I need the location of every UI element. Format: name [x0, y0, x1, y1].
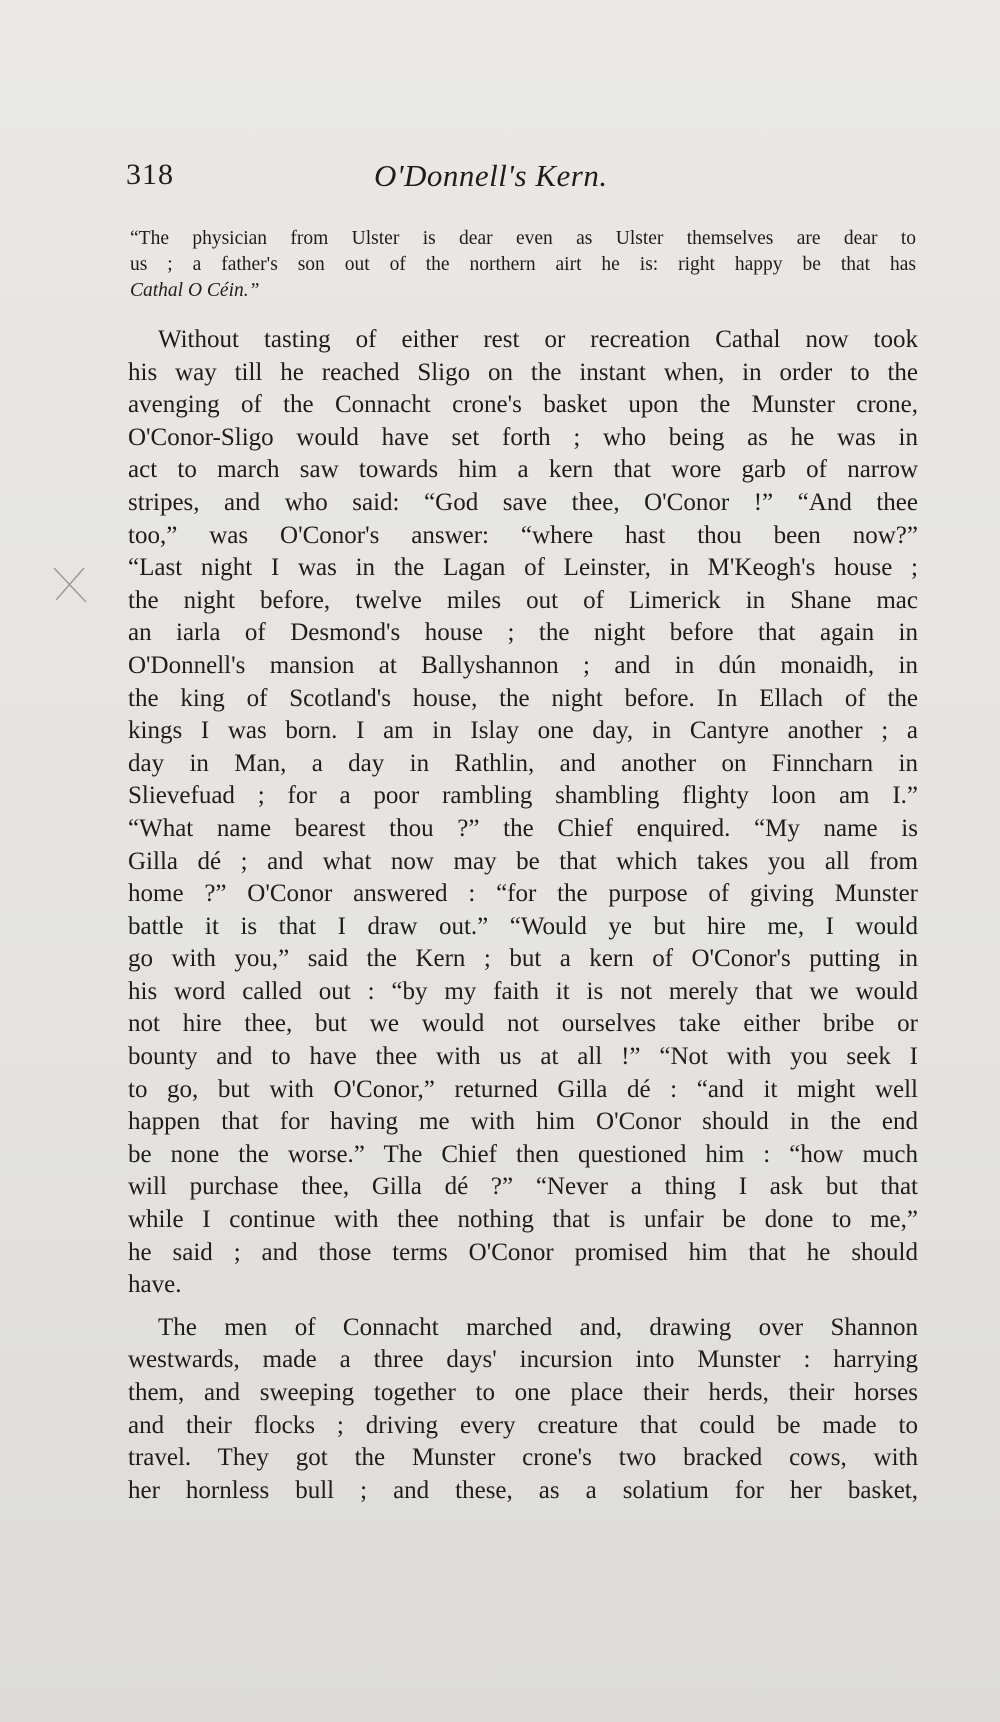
text-line: battle it is that I draw out.” “Would ye but hire me, I would [128, 912, 918, 940]
text-line: will purchase thee, Gilla dé ?” “Never a thing I ask but that [128, 1173, 918, 1201]
text-line: the king of Scotland's house, the night before. In Ellach of the [128, 684, 918, 712]
text-line: while I continue with thee nothing that is unfair be done to me,” [128, 1206, 918, 1234]
text-line: he said ; and those terms O'Conor promised him that he should [128, 1238, 918, 1266]
text-line: his word called out : “by my faith it is not merely that we would [128, 977, 918, 1005]
pencil-x-mark-icon [50, 564, 90, 606]
text-line: to go, but with O'Conor,” returned Gilla dé : “and it might well [128, 1075, 918, 1103]
text-line: his way till he reached Sligo on the instant when, in order to the [128, 358, 918, 386]
text-line: westwards, made a three days' incursion into Munster : harrying [128, 1346, 918, 1374]
text-line: too,” was O'Conor's answer: “where hast thou been now?” [128, 521, 918, 549]
text-line: The men of Connacht marched and, drawing over Shannon [158, 1313, 918, 1341]
text-line: travel. They got the Munster crone's two bracked cows, with [128, 1444, 918, 1472]
text-line: stripes, and who said: “God save thee, O'Conor !” “And thee [128, 488, 918, 516]
text-line: not hire thee, but we would not ourselves take either bribe or [128, 1010, 918, 1038]
epigraph-quote [130, 226, 916, 304]
quote-line: us ; a father's son out of the northern airt he is: right happy be that has [130, 254, 916, 275]
text-line: “Last night I was in the Lagan of Leinster, in M'Keogh's house ; [128, 554, 918, 582]
text-line: them, and sweeping together to one place their herds, their horses [128, 1379, 918, 1406]
quote-line: “The physician from Ulster is dear even as Ulster themselves are dear to [130, 228, 916, 249]
text-line: an iarla of Desmond's house ; the night before that again in [128, 619, 918, 647]
text-line: day in Man, a day in Rathlin, and another on Finncharn in [128, 749, 918, 777]
text-line: avenging of the Connacht crone's basket upon the Munster crone, [128, 391, 918, 419]
text-line: Without tasting of either rest or recreation Cathal now took [158, 326, 918, 353]
text-line: “What name bearest thou ?” the Chief enquired. “My name is [128, 814, 918, 842]
quote-line: Cathal O Céin.” [130, 280, 260, 301]
body-text [128, 324, 918, 1507]
page-number: 318 [126, 158, 174, 191]
text-line: the night before, twelve miles out of Limerick in Shane mac [128, 586, 918, 614]
text-line: Slievefuad ; for a poor rambling shambling flighty loon am I.” [128, 782, 918, 810]
text-line: go with you,” said the Kern ; but a kern of O'Conor's putting in [128, 945, 918, 973]
text-line: be none the worse.” The Chief then questioned him : “how much [128, 1140, 918, 1168]
text-line: have. [128, 1271, 182, 1299]
paragraph-1 [128, 324, 918, 1302]
text-line: her hornless bull ; and these, as a solatium for her basket, [128, 1476, 918, 1504]
text-line: Gilla dé ; and what now may be that which takes you all from [128, 847, 918, 875]
text-line: bounty and to have thee with us at all !” “Not with you seek I [128, 1043, 918, 1071]
paragraph-2 [128, 1312, 918, 1508]
text-line: and their flocks ; driving every creature that could be made to [128, 1411, 918, 1439]
text-line: happen that for having me with him O'Conor should in the end [128, 1108, 918, 1136]
text-line: home ?” O'Conor answered : “for the purpose of giving Munster [128, 880, 918, 908]
running-title: O'Donnell's Kern. [374, 158, 608, 193]
page-header [126, 158, 826, 198]
text-line: kings I was born. I am in Islay one day, in Cantyre another ; a [128, 717, 918, 745]
text-line: act to march saw towards him a kern that wore garb of narrow [128, 456, 918, 484]
text-line: O'Conor-Sligo would have set forth ; who being as he was in [128, 423, 918, 451]
text-line: O'Donnell's mansion at Ballyshannon ; and in dún monaidh, in [128, 651, 918, 679]
